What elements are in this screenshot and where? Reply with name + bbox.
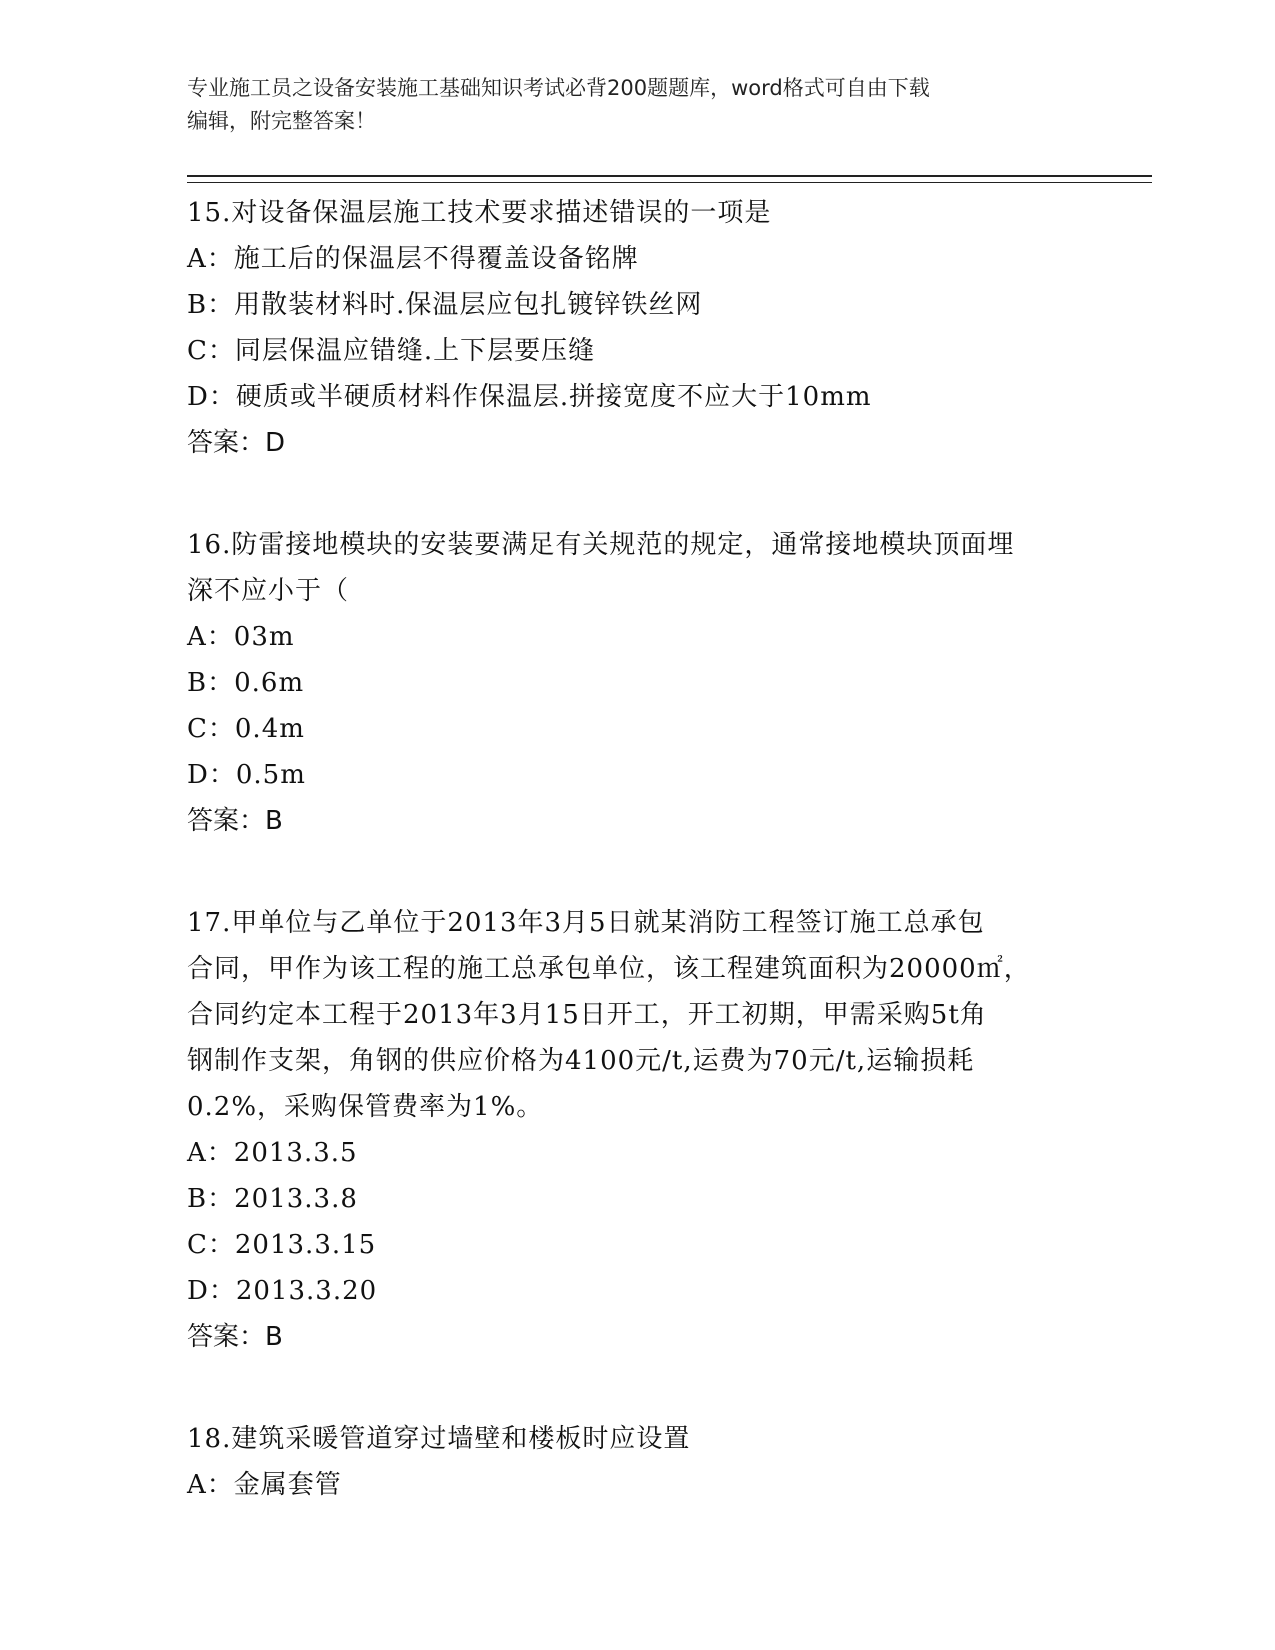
option-d: D：硬质或半硬质材料作保温层.拼接宽度不应大于10mm <box>187 382 872 412</box>
question-list <box>187 190 1087 1524</box>
header-divider-thin <box>187 182 1152 183</box>
question-stem <box>187 522 1087 614</box>
option-b: B：0.6m <box>187 668 305 698</box>
stem-line: 钢制作支架，角钢的供应价格为4100元/t,运费为70元/t,运输损耗 <box>187 1046 975 1076</box>
question-16 <box>187 522 1087 844</box>
stem-line: 17.甲单位与乙单位于2013年3月5日就某消防工程签订施工总承包 <box>187 908 985 938</box>
question-stem <box>187 900 1087 1130</box>
option-a: A：金属套管 <box>187 1470 342 1500</box>
option-c: C：0.4m <box>187 714 305 744</box>
answer-label: 答案：D <box>187 428 286 458</box>
option-c: C：同层保温应错缝.上下层要压缝 <box>187 336 596 366</box>
stem-line: 15.对设备保温层施工技术要求描述错误的一项是 <box>187 198 772 228</box>
stem-line: 0.2%，采购保管费率为1%。 <box>187 1092 544 1122</box>
answer-label: 答案：B <box>187 1322 283 1352</box>
question-18 <box>187 1416 1087 1508</box>
document-header <box>187 72 1067 138</box>
header-divider-thick <box>187 175 1152 177</box>
question-17 <box>187 900 1087 1360</box>
stem-line: 合同，甲作为该工程的施工总承包单位，该工程建筑面积为20000㎡， <box>187 954 1031 984</box>
header-title-line2: 编辑，附完整答案！ <box>187 109 376 133</box>
header-title-line1: 专业施工员之设备安装施工基础知识考试必背200题题库，word格式可自由下载 <box>187 76 930 100</box>
question-stem <box>187 190 1087 236</box>
answer-label: 答案：B <box>187 806 283 836</box>
stem-line: 深不应小于（ <box>187 576 350 606</box>
option-b: B：2013.3.8 <box>187 1184 358 1214</box>
stem-line: 18.建筑采暖管道穿过墙壁和楼板时应设置 <box>187 1424 691 1454</box>
option-a: A：2013.3.5 <box>187 1138 358 1168</box>
option-d: D：2013.3.20 <box>187 1276 378 1306</box>
option-b: B：用散装材料时.保温层应包扎镀锌铁丝网 <box>187 290 703 320</box>
question-15 <box>187 190 1087 466</box>
option-d: D：0.5m <box>187 760 306 790</box>
option-c: C：2013.3.15 <box>187 1230 377 1260</box>
stem-line: 16.防雷接地模块的安装要满足有关规范的规定，通常接地模块顶面埋 <box>187 530 1015 560</box>
option-a: A：03m <box>187 622 295 652</box>
stem-line: 合同约定本工程于2013年3月15日开工，开工初期，甲需采购5t角 <box>187 1000 987 1030</box>
question-stem <box>187 1416 1087 1462</box>
option-a: A：施工后的保温层不得覆盖设备铭牌 <box>187 244 639 274</box>
